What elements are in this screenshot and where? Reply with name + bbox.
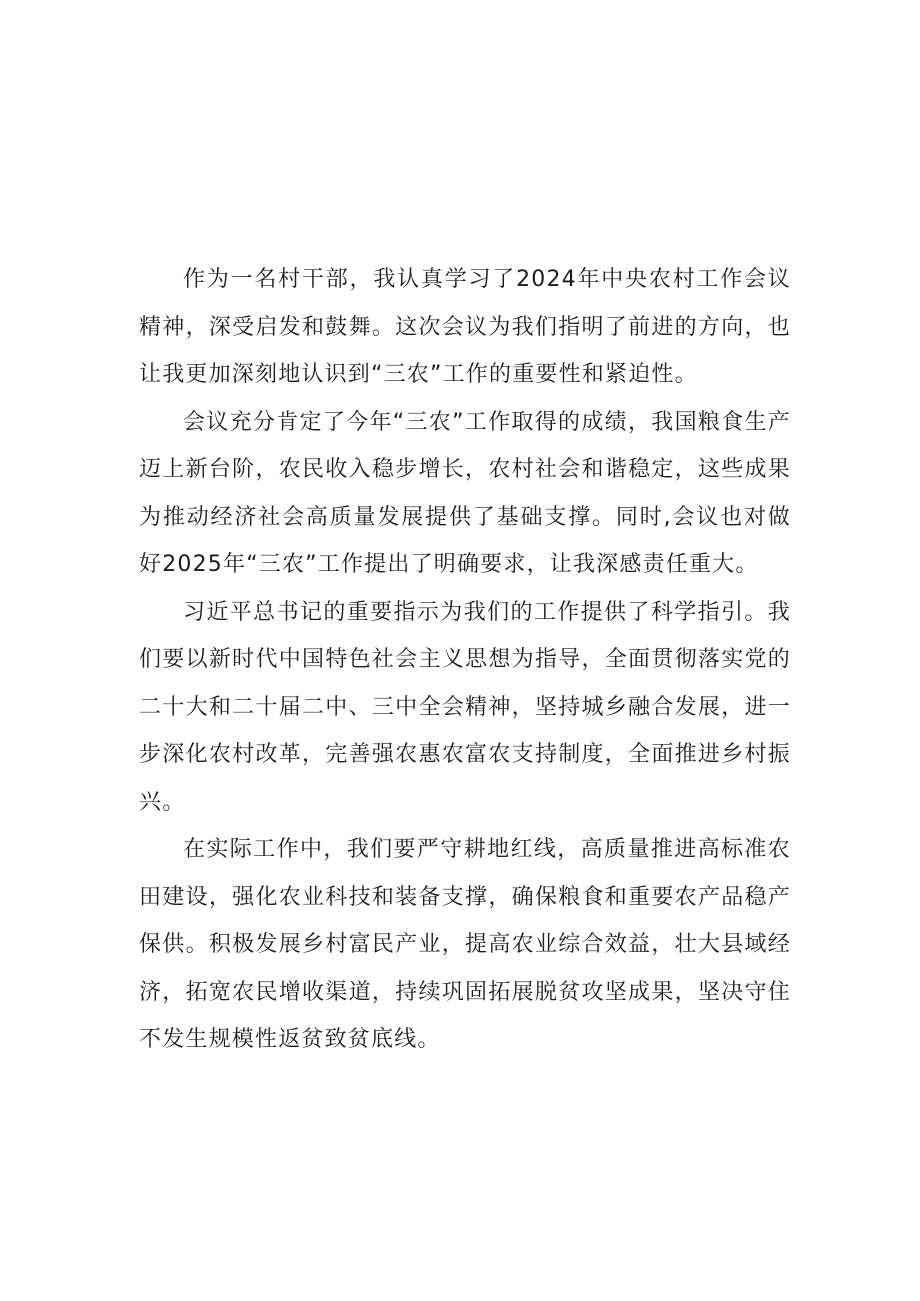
paragraph-2: 会议充分肯定了今年“三农”工作取得的成绩，我国粮食生产迈上新台阶，农民收入稳步增长，农村社会和谐稳定，这些成果为推动经济社会高质量发展提供了基础支撑。同时,会议也对做好2025年“三农”工作提出了明确要求，让我深感责任重大。	[139, 409, 791, 577]
paragraph-3: 习近平总书记的重要指示为我们的工作提供了科学指引。我们要以新时代中国特色社会主义思想为指导，全面贯彻落实党的二十大和二十届二中、三中全会精神，坚持城乡融合发展，进一步深化农村改革，完善强农惠农富农支持制度，全面推进乡村振兴。	[139, 599, 791, 815]
document-body	[139, 256, 791, 1064]
paragraph-1: 作为一名村干部，我认真学习了2024年中央农村工作会议精神，深受启发和鼓舞。这次会议为我们指明了前进的方向，也让我更加深刻地认识到“三农”工作的重要性和紧迫性。	[139, 267, 791, 387]
paragraph-4: 在实际工作中，我们要严守耕地红线，高质量推进高标准农田建设，强化农业科技和装备支撑，确保粮食和重要农产品稳产保供。积极发展乡村富民产业，提高农业综合效益，壮大县域经济，拓宽农民增收渠道，持续巩固拓展脱贫攻坚成果，坚决守住不发生规模性返贫致贫底线。	[139, 837, 791, 1052]
